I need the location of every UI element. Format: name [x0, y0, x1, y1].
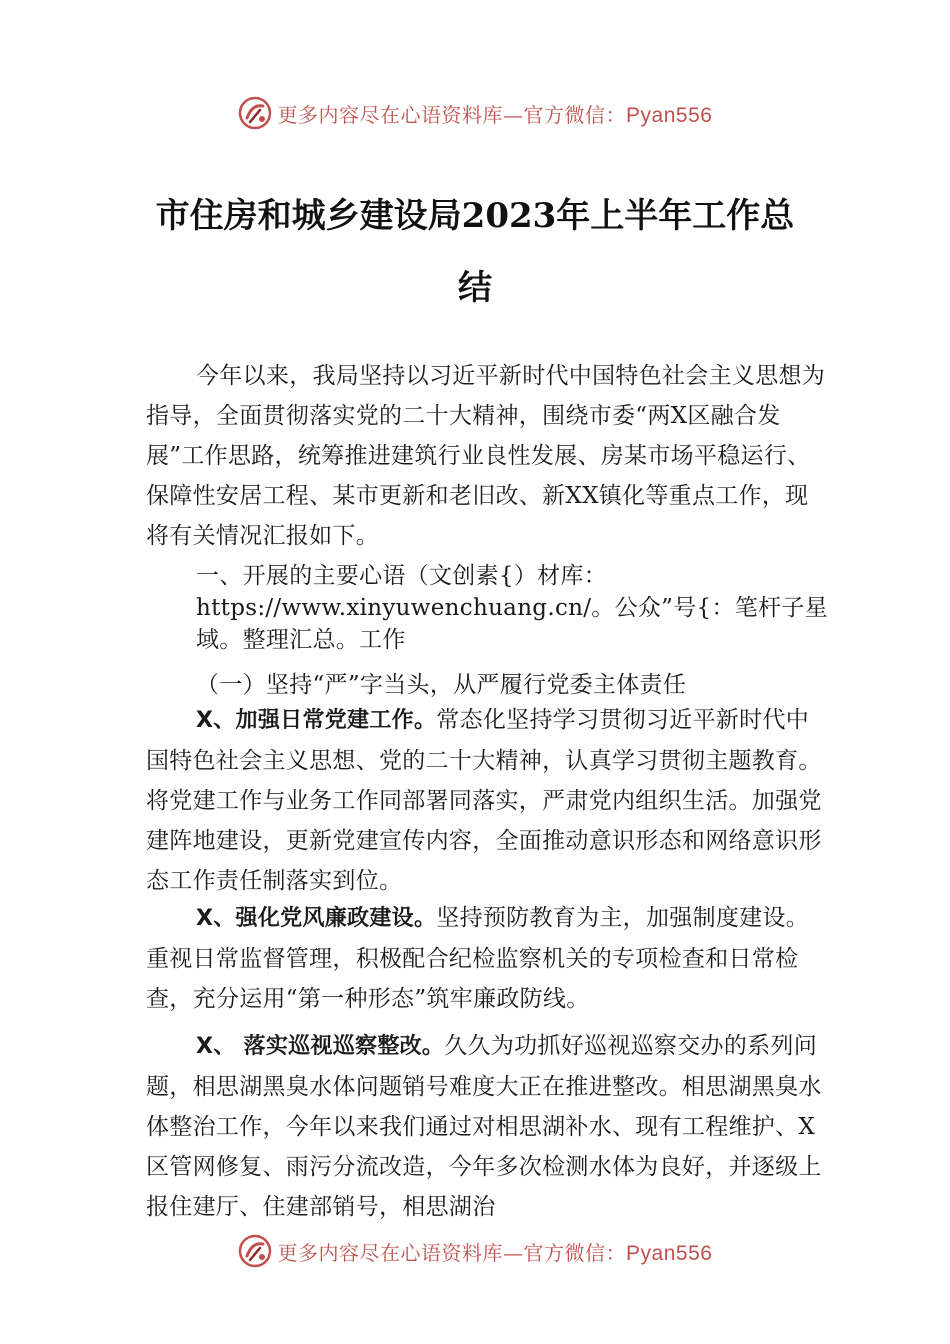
item-paragraph-3	[146, 1026, 826, 1227]
watermark-text-cn: 更多内容尽在心语资料库—官方微信：	[277, 1240, 627, 1265]
item-lead-3: X、 落实巡视巡察整改。	[196, 1034, 445, 1059]
watermark-text	[278, 1237, 713, 1266]
document-title-line2: 结	[458, 268, 492, 308]
seal-logo-icon	[238, 1234, 272, 1268]
watermark-wechat-id: Pyan556	[626, 1241, 713, 1265]
watermark-banner-bottom	[0, 1234, 950, 1268]
item-text-3: 久久为功抓好巡视巡察交办的系列问题，相思湖黑臭水体问题销号难度大正在推进整改。相思湖黑臭水体整治工作，今年以来我们通过对相思湖补水、现有工程维护、X区管网修复、雨污分流改造，今年多次检测水体为良好，并逐级上报住建厅、住建部销号，相思湖治	[146, 1033, 822, 1220]
watermark-banner-top	[0, 96, 950, 130]
item-lead-2: X、强化党风廉政建设。	[196, 906, 437, 931]
section-heading-1: 一、开展的主要心语（文创素{）材库：https://www.xinyuwenchuang.cn/。公众”号{：笔杆子星域。整理汇总。工作	[196, 563, 828, 653]
watermark-text-cn: 更多内容尽在心语资料库—官方微信：	[277, 102, 627, 127]
subsection-heading-1: （一）坚持“严”字当头，从严履行党委主体责任	[196, 672, 687, 698]
item-text-2: 坚持预防教育为主，加强制度建设。重视日常监督管理，积极配合纪检监察机关的专项检查和日常检查，充分运用“第一种形态”筑牢廉政防线。	[146, 905, 810, 1012]
intro-paragraph: 今年以来，我局坚持以习近平新时代中国特色社会主义思想为指导，全面贯彻落实党的二十大精神，围绕市委“两X区融合发展”工作思路，统筹推进建筑行业良性发展、房某市场平稳运行、保障性安居工程、某市更新和老旧改、新XX镇化等重点工作，现将有关情况汇报如下。	[146, 363, 826, 549]
item-text-1: 常态化坚持学习贯彻习近平新时代中国特色社会主义思想、党的二十大精神，认真学习贯彻主题教育。将党建工作与业务工作同部署同落实，严肃党内组织生活。加强党建阵地建设，更新党建宣传内容，全面推动意识形态和网络意识形态工作责任制落实到位。	[146, 707, 822, 894]
watermark-text	[278, 99, 713, 128]
item-paragraph-1	[146, 700, 826, 901]
watermark-wechat-id: Pyan556	[626, 103, 713, 127]
seal-logo-icon	[238, 96, 272, 130]
item-lead-1: X、加强日常党建工作。	[196, 708, 437, 733]
item-paragraph-2	[146, 898, 826, 1019]
document-title-line1: 市住房和城乡建设局2023年上半年工作总	[155, 196, 795, 236]
